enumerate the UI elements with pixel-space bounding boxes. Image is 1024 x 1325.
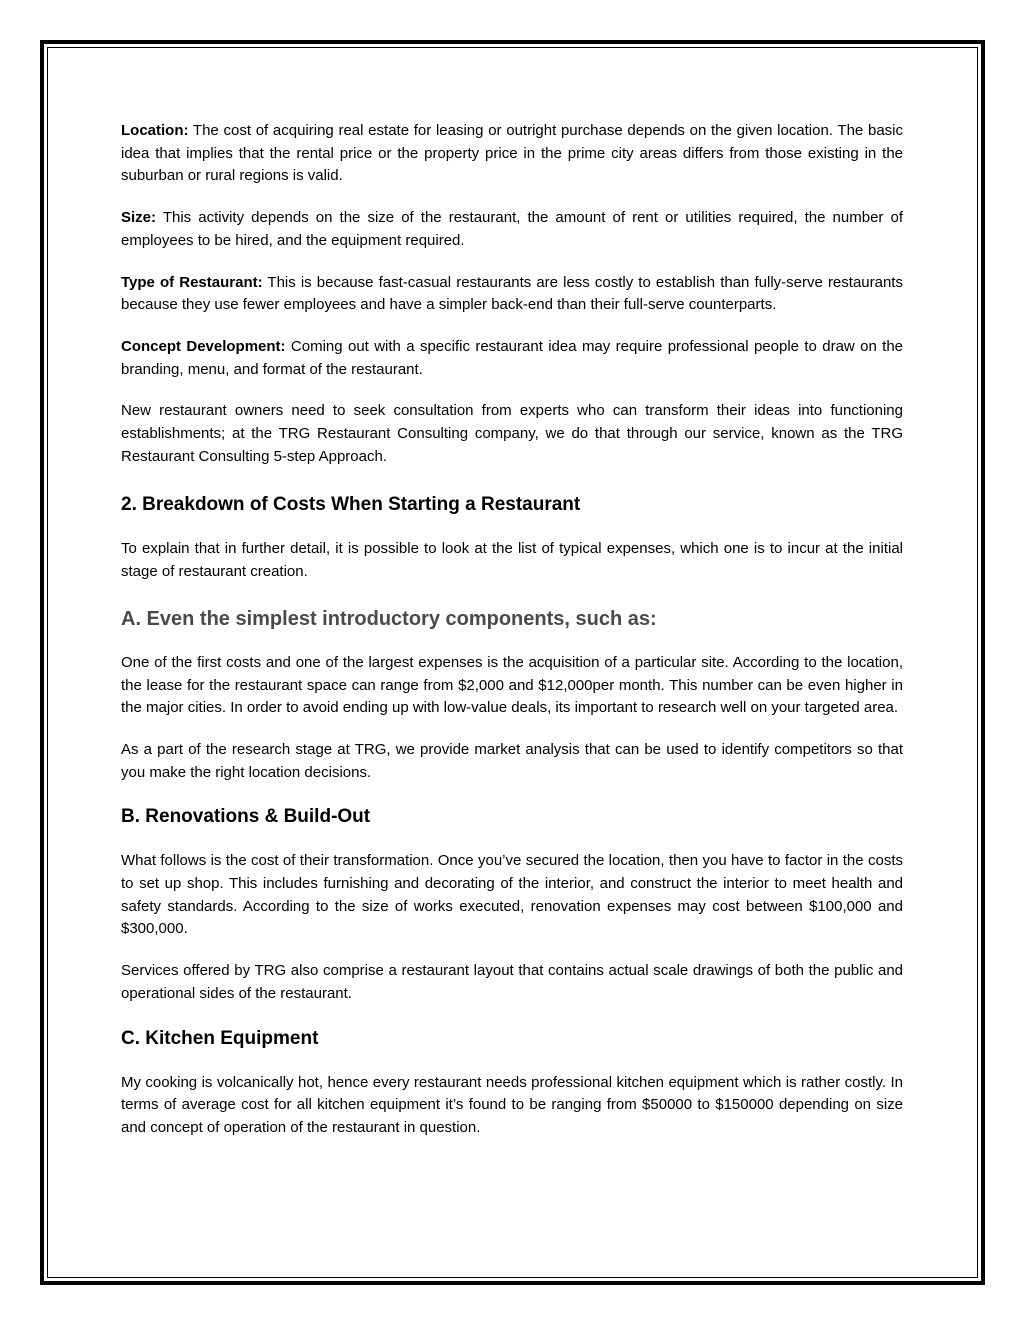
section-2-heading: 2. Breakdown of Costs When Starting a Restaurant [121, 494, 581, 516]
section-a-heading: A. Even the simplest introductory components, such as: [121, 607, 657, 630]
paragraph-location [121, 120, 903, 188]
term-concept: Concept Development: [121, 337, 286, 355]
text-concept: Coming out with a specific restaurant idea may require professional people to draw on the branding, menu, and format of the restaurant. [121, 337, 904, 378]
section-a-paragraph-1: One of the first costs and one of the largest expenses is the acquisition of a particular site. According to the location, the lease for the restaurant space can range from $2,000 and $12,000per month. This number can be even higher in the major cities. In order to avoid ending up with low-value deals, its important to research well on your targeted area. [121, 653, 903, 717]
section-2-intro: To explain that in further detail, it is possible to look at the list of typical expenses, which one is to incur at the initial stage of restaurant creation. [121, 540, 903, 581]
text-location: The cost of acquiring real estate for leasing or outright purchase depends on the given location. The basic idea that implies that the rental price or the property price in the prime city areas differs from those existing in the suburban or rural regions is valid. [121, 122, 903, 185]
paragraph-consultation: New restaurant owners need to seek consultation from experts who can transform their ideas into functioning establishments; at the TRG Restaurant Consulting company, we do that through our service, known as the TRG Restaurant Consulting 5-step Approach. [121, 402, 903, 465]
section-c-heading: C. Kitchen Equipment [121, 1027, 319, 1049]
section-c-paragraph-1: My cooking is volcanically hot, hence every restaurant needs professional kitchen equipment which is rather costly. In terms of average cost for all kitchen equipment it’s found to be ranging from $50000 to $150000 depending on size and concept of operation of the restaurant in question. [121, 1073, 903, 1136]
section-b-paragraph-2: Services offered by TRG also comprise a restaurant layout that contains actual scale drawings of both the public and operational sides of the restaurant. [121, 962, 903, 1002]
paragraph-concept [121, 336, 903, 381]
term-type: Type of Restaurant: [121, 273, 263, 291]
paragraph-size [121, 207, 903, 252]
term-size: Size: [121, 209, 157, 227]
paragraph-type [121, 272, 903, 317]
section-b-paragraph-1: What follows is the cost of their transformation. Once you’ve secured the location, then you have to factor in the costs to set up shop. This includes furnishing and decorating of the interior, and construct the interior to meet health and safety standards. According to the size of works executed, renovation expenses may cost between $100,000 and $300,000. [121, 852, 903, 938]
document-body [121, 120, 903, 1140]
term-location: Location: [121, 122, 189, 139]
text-size: This activity depends on the size of the restaurant, the amount of rent or utilities required, the number of employees to be hired, and the equipment required. [121, 209, 903, 249]
text-type: This is because fast-casual restaurants are less costly to establish than fully-serve restaurants because they use fewer employees and have a simpler back-end than their full-serve counterparts. [121, 273, 903, 314]
section-a-paragraph-2: As a part of the research stage at TRG, we provide market analysis that can be used to identify competitors so that you make the right location decisions. [121, 740, 903, 781]
section-b-heading: B. Renovations & Build-Out [121, 806, 371, 828]
